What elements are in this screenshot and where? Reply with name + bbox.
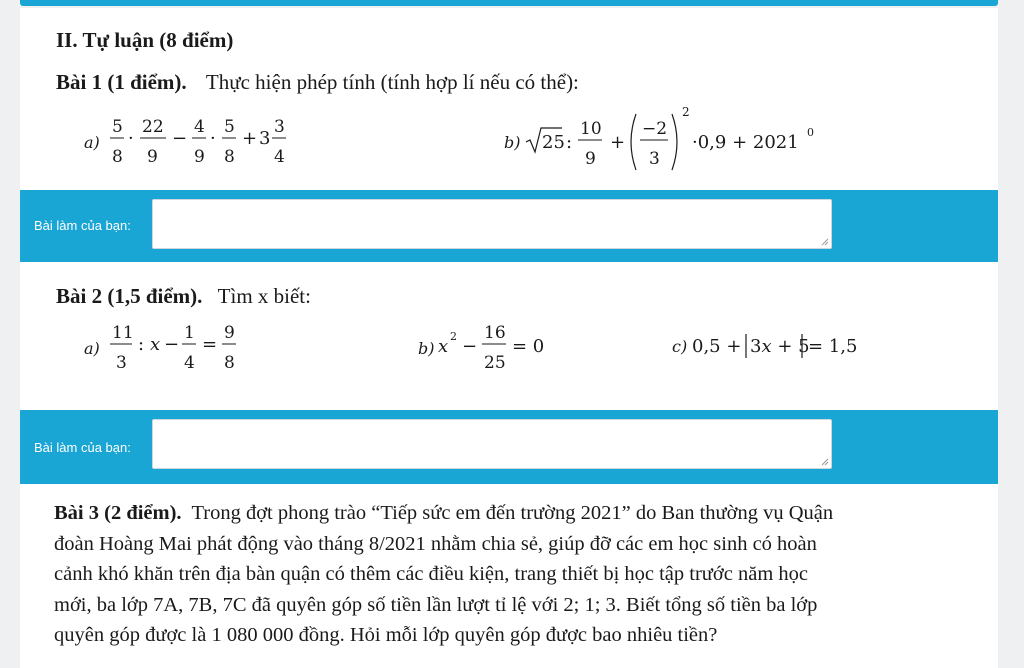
svg-text:−: −	[164, 334, 180, 355]
bai1-title: Bài 1 (1 điểm).	[56, 70, 187, 94]
bai3-line-1	[54, 498, 954, 529]
svg-text:4: 4	[274, 147, 285, 167]
svg-text:b): b)	[418, 339, 435, 358]
svg-text:16: 16	[484, 323, 506, 343]
svg-text:=: =	[202, 334, 218, 355]
answer-label: Bài làm của bạn:	[34, 440, 131, 455]
svg-text:x: x	[438, 336, 449, 357]
bai3-title: Bài 3 (2 điểm).	[54, 502, 182, 524]
svg-text:c): c)	[672, 337, 688, 356]
answer-label: Bài làm của bạn:	[34, 218, 131, 233]
svg-text::: :	[566, 132, 573, 153]
bai3-line-2: đoàn Hoàng Mai phát động vào tháng 8/2021 nhằm chia sẻ, giúp đỡ các em học sinh có hoàn	[54, 532, 817, 555]
bai1-part-a	[84, 108, 344, 174]
svg-text:5: 5	[112, 117, 123, 137]
bai2-heading	[56, 284, 311, 309]
svg-text:22: 22	[142, 117, 164, 137]
svg-text:5: 5	[224, 117, 235, 137]
bai2-part-b	[418, 316, 578, 382]
svg-text:3: 3	[274, 117, 285, 137]
svg-text:9: 9	[194, 147, 205, 167]
svg-text:−2: −2	[642, 119, 668, 139]
bai3-paragraph	[54, 498, 954, 651]
svg-text:0: 0	[807, 126, 814, 139]
svg-text:2: 2	[450, 330, 457, 343]
svg-text:9: 9	[147, 147, 158, 167]
svg-text:a): a)	[84, 339, 100, 358]
svg-text:4: 4	[194, 117, 205, 137]
svg-text:0,5 +: 0,5 +	[692, 336, 742, 357]
svg-text:1: 1	[184, 323, 195, 343]
bai2-part-c	[672, 324, 872, 364]
answer-input-1[interactable]	[152, 199, 832, 249]
svg-text:a): a)	[84, 133, 100, 152]
svg-text:+: +	[242, 128, 258, 149]
answer-section-2	[20, 410, 998, 484]
bai3-text: Trong đợt phong trào “Tiếp sức em đến trường 2021” do Ban thường vụ Quận	[191, 502, 834, 524]
bai2-part-a	[84, 316, 284, 382]
resize-handle-icon[interactable]	[821, 458, 829, 466]
svg-text:9: 9	[585, 149, 596, 169]
svg-text:25: 25	[542, 132, 565, 153]
svg-text:3: 3	[116, 353, 127, 373]
bai3-line-4: mới, ba lớp 7A, 7B, 7C đã quyên góp số tiền lần lượt tỉ lệ với 2; 1; 3. Biết tổng số tiền ba lớp	[54, 593, 818, 616]
svg-text:8: 8	[112, 147, 123, 167]
svg-text:11: 11	[112, 323, 134, 343]
svg-text:10: 10	[580, 119, 602, 139]
answer-section-1	[20, 190, 998, 262]
bai3-line-3: cảnh khó khăn trên địa bàn quận có thêm các điều kiện, trang thiết bị học tập trước năm học	[54, 563, 808, 585]
top-accent-bar	[20, 0, 998, 6]
svg-text:3: 3	[259, 128, 271, 149]
svg-text:+: +	[610, 132, 626, 153]
question-card-3	[20, 484, 998, 668]
svg-text:= 1,5: = 1,5	[808, 336, 858, 357]
resize-handle-icon[interactable]	[821, 238, 829, 246]
svg-text::: :	[138, 334, 145, 355]
svg-text:8: 8	[224, 353, 235, 373]
svg-text:3x + 5: 3x + 5	[750, 336, 810, 357]
bai2-title: Bài 2 (1,5 điểm).	[56, 284, 203, 308]
svg-text:9: 9	[224, 323, 235, 343]
svg-text:8: 8	[224, 147, 235, 167]
svg-text:x: x	[150, 334, 161, 355]
bai2-prompt: Tìm x biết:	[217, 284, 311, 308]
bai1-part-b	[504, 98, 844, 178]
svg-text:25: 25	[484, 353, 506, 373]
svg-text:·: ·	[210, 128, 216, 149]
svg-text:3: 3	[649, 149, 660, 169]
svg-text:−: −	[172, 128, 188, 149]
svg-text:·: ·	[128, 128, 134, 149]
bai1-heading	[56, 70, 579, 95]
svg-text:= 0: = 0	[512, 336, 545, 357]
svg-text:·0,9 + 2021: ·0,9 + 2021	[692, 132, 799, 153]
svg-text:4: 4	[184, 353, 195, 373]
svg-text:2: 2	[682, 105, 690, 119]
question-card-2	[20, 262, 998, 410]
svg-text:b): b)	[504, 133, 521, 152]
bai3-line-5: quyên góp được là 1 080 000 đồng. Hỏi mỗi lớp quyên góp được bao nhiêu tiền?	[54, 624, 718, 646]
svg-text:−: −	[462, 336, 478, 357]
bai1-prompt: Thực hiện phép tính (tính hợp lí nếu có thể):	[205, 70, 579, 94]
section-title: II. Tự luận (8 điểm)	[56, 28, 234, 52]
answer-input-2[interactable]	[152, 419, 832, 469]
question-card-1	[20, 8, 998, 190]
